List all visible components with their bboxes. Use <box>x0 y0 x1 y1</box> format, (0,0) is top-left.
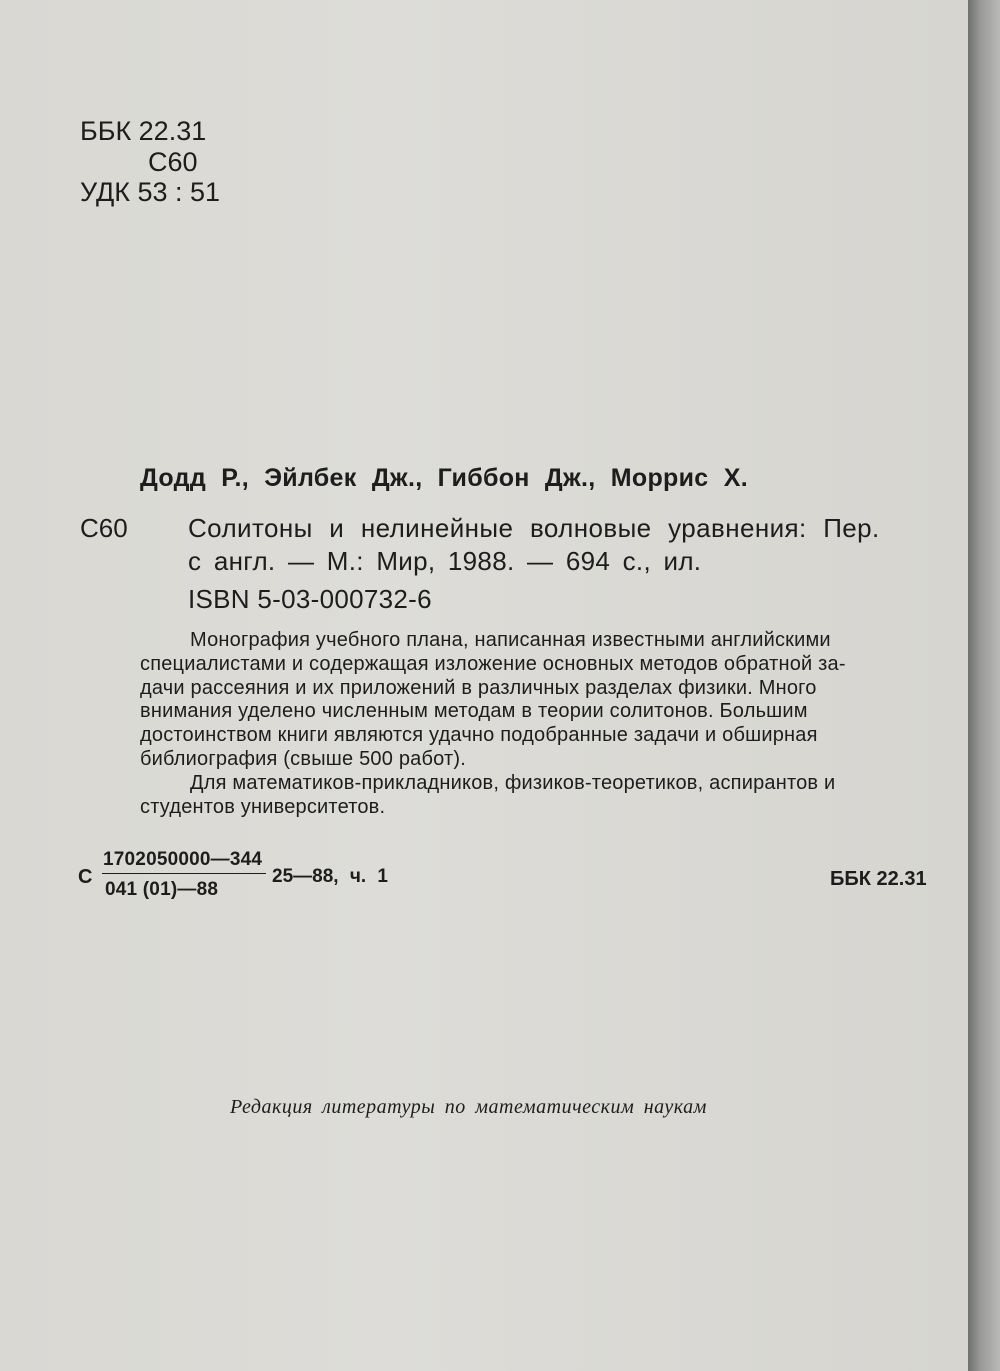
annotation-line: Монография учебного плана, написанная известными английскими <box>190 629 831 651</box>
next-page-edge <box>968 0 1000 1371</box>
annotation-line: достоинством книги являются удачно подобранные задачи и обширная <box>140 724 818 747</box>
bbk-code: ББК 22.31 <box>80 116 207 146</box>
imprint-numerator: 1702050000—344 <box>103 849 263 870</box>
isbn: ISBN 5-03-000732-6 <box>188 584 432 614</box>
bbk-code-bottom: ББК 22.31 <box>830 868 927 890</box>
imprint-order: 25—88, ч. 1 <box>272 866 388 887</box>
entry-cipher: С60 <box>80 513 128 543</box>
author-cipher: С60 <box>148 147 198 177</box>
fraction-bar <box>102 873 266 874</box>
annotation-line: внимания уделено численным методам в теории солитонов. Большим <box>140 700 808 723</box>
imprint-letter: С <box>78 866 93 888</box>
authors-line: Додд Р., Эйлбек Дж., Гиббон Дж., Моррис Х. <box>140 464 748 492</box>
annotation-line: специалистами и содержащая изложение основных методов обратной за- <box>140 652 846 675</box>
title-line-2: с англ. — М.: Мир, 1988. — 694 с., ил. <box>188 546 702 576</box>
annotation-line: библиография (свыше 500 работ). <box>140 747 466 770</box>
title-line-1: Солитоны и нелинейные волновые уравнения: Пер. <box>188 513 880 543</box>
annotation-line: дачи рассеяния и их приложений в различных разделах физики. Много <box>140 676 817 699</box>
annotation-paragraph <box>140 629 940 772</box>
audience-line: Для математиков-прикладников, физиков-теоретиков, аспирантов и <box>190 772 836 794</box>
imprint-denominator: 041 (01)—88 <box>105 879 219 900</box>
audience-line: студентов университетов. <box>140 795 386 818</box>
editorial-line: Редакция литературы по математическим наукам <box>230 1096 707 1118</box>
audience-paragraph <box>140 772 940 820</box>
udk-code: УДК 53 : 51 <box>80 177 221 207</box>
